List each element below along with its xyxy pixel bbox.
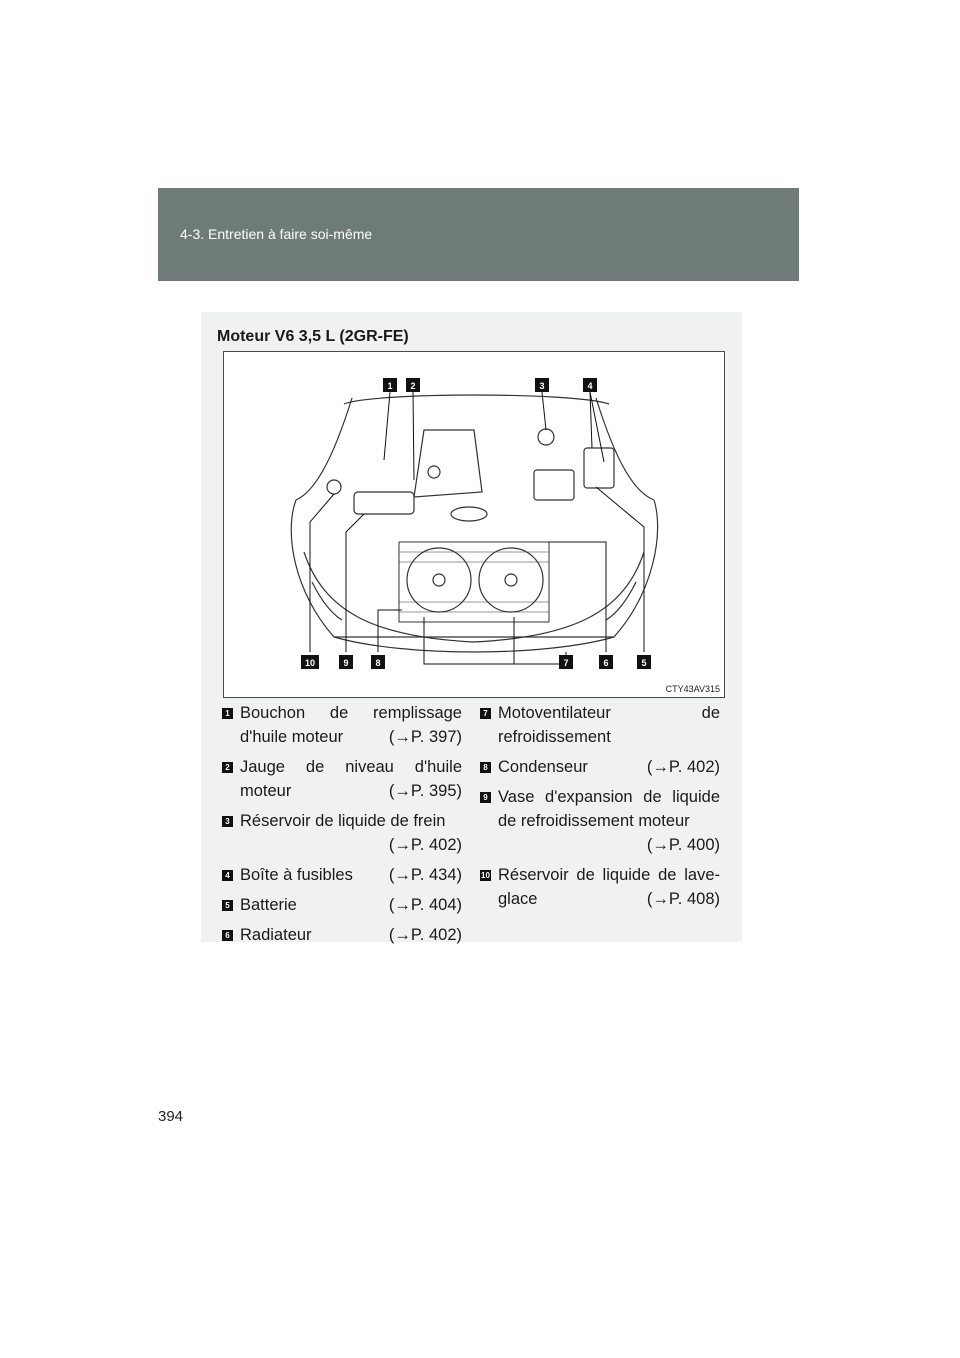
- callout-6: 6: [603, 658, 609, 668]
- callout-badges: [301, 378, 651, 669]
- legend-left: [222, 701, 462, 953]
- section-title: 4-3. Entretien à faire soi-même: [180, 226, 373, 242]
- legend-badge: 8: [480, 762, 491, 773]
- legend-badge: 2: [222, 762, 233, 773]
- legend-badge: 10: [481, 871, 490, 880]
- legend-badge: 7: [480, 708, 491, 719]
- legend-right: [480, 701, 720, 917]
- legend-badge: 4: [222, 870, 233, 881]
- callout-3: 3: [539, 381, 545, 391]
- callout-2: 2: [410, 381, 416, 391]
- legend-item-10: 10 Réservoir de liquide de lave- glace (→P. 408): [481, 866, 720, 908]
- engine-bay-drawing: [224, 352, 724, 697]
- callout-5: 5: [641, 658, 647, 668]
- callout-4: 4: [587, 381, 593, 391]
- callout-8: 8: [375, 658, 381, 668]
- legend-badge: 9: [480, 792, 491, 803]
- legend-item-7: 7 Motoventilateur de refroidissement: [480, 701, 720, 749]
- leader-lines: [310, 392, 644, 664]
- legend-badge: 3: [222, 816, 233, 827]
- legend-badge: 6: [222, 930, 233, 941]
- legend-badge: 5: [222, 900, 233, 911]
- figure-code: CTY43AV315: [665, 684, 720, 694]
- legend-item-5: 5 Batterie (→P. 404): [222, 893, 462, 917]
- legend-item-4: 4 Boîte à fusibles (→P. 434): [222, 863, 462, 887]
- panel-title: Moteur V6 3,5 L (2GR-FE): [217, 328, 409, 345]
- legend-item-1: 1 Bouchon de remplissage d'huile moteur (→P. 397): [222, 701, 462, 749]
- radiator-grid: [399, 552, 549, 612]
- legend-item-8: 8 Condenseur (→P. 402): [480, 755, 720, 779]
- callout-9: 9: [343, 658, 349, 668]
- page-number: 394: [158, 1108, 184, 1125]
- callout-1: 1: [387, 381, 393, 391]
- legend-item-2: 2 Jauge de niveau d'huile moteur (→P. 395): [222, 755, 462, 803]
- callout-7: 7: [563, 658, 569, 668]
- engine-panel: [201, 312, 742, 942]
- engine-bay-illustration: [223, 351, 725, 698]
- legend-item-9: 9 Vase d'expansion de liquide de refroidissement moteur (→P. 400): [480, 785, 720, 857]
- section-header: [158, 188, 799, 281]
- legend-item-3: 3 Réservoir de liquide de frein (→P. 402): [222, 809, 462, 857]
- callout-10: 10: [304, 658, 316, 668]
- legend-badge: 1: [222, 708, 233, 719]
- legend-item-6: 6 Radiateur (→P. 402): [222, 923, 462, 947]
